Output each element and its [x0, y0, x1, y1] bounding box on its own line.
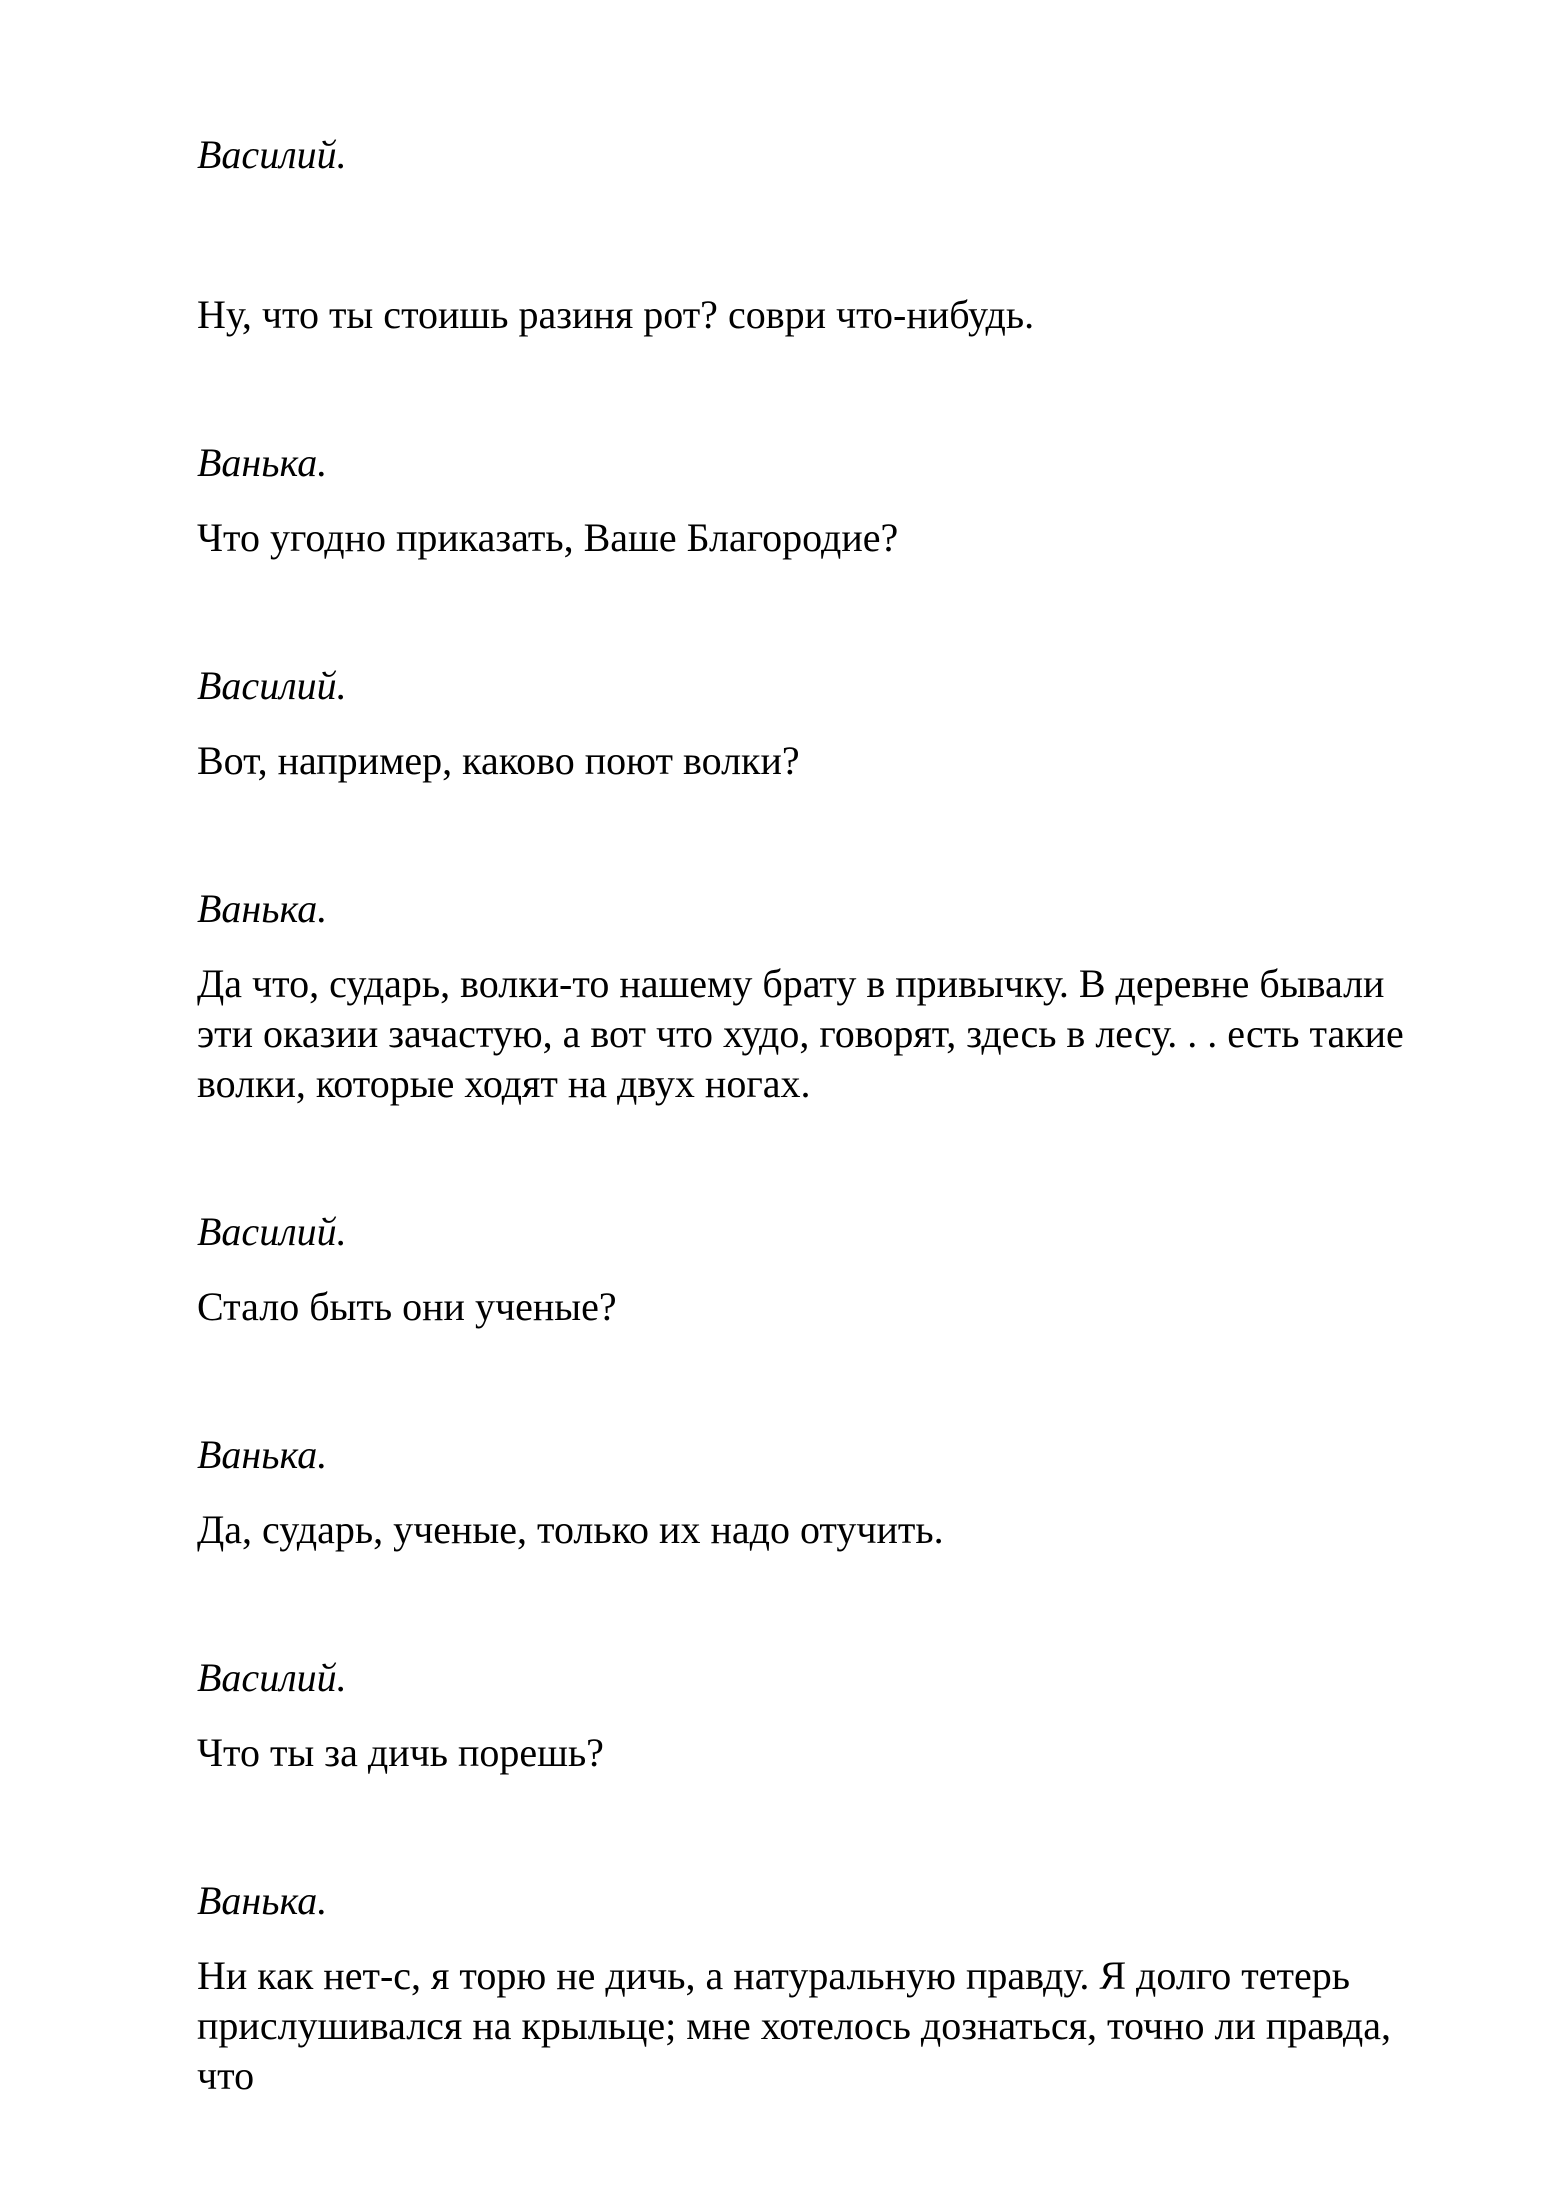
speaker-name: Василий. [197, 663, 347, 708]
speech-paragraph: Ну, что ты стоишь разиня рот? соври что-нибудь. [197, 292, 1035, 337]
speaker-name: Василий. [197, 1209, 347, 1254]
blank-line [197, 180, 1447, 265]
speech-paragraph: Да, сударь, ученые, только их надо отучить. [197, 1507, 944, 1552]
speaker-name: Ванька. [197, 886, 328, 931]
speaker-name: Василий. [197, 132, 347, 177]
speaker-name: Ванька. [197, 440, 328, 485]
speech-paragraph: Да что, сударь, волки-то нашему брату в привычку. В деревне бывали эти оказии зачастую, а вот что худо, говорят, здесь в лесу. . . есть такие волки, которые ходят на двух ногах. [197, 961, 1404, 1106]
speech-paragraph: Ни как нет-с, я торю не дичь, а натуральную правду. Я долго тетерь прислушивался на крыльце; мне хотелось дознаться, точно ли правда, что [197, 1953, 1391, 2098]
speech-paragraph: Что угодно приказать, Ваше Благородие? [197, 515, 899, 560]
speaker-name: Василий. [197, 1655, 347, 1700]
speech-paragraph: Вот, например, каково поют волки? [197, 738, 800, 783]
speaker-name: Ванька. [197, 1878, 328, 1923]
speech-paragraph: Стало быть они ученые? [197, 1284, 617, 1329]
speaker-name: Ванька. [197, 1432, 328, 1477]
speech-paragraph: Что ты за дичь порешь? [197, 1730, 604, 1775]
